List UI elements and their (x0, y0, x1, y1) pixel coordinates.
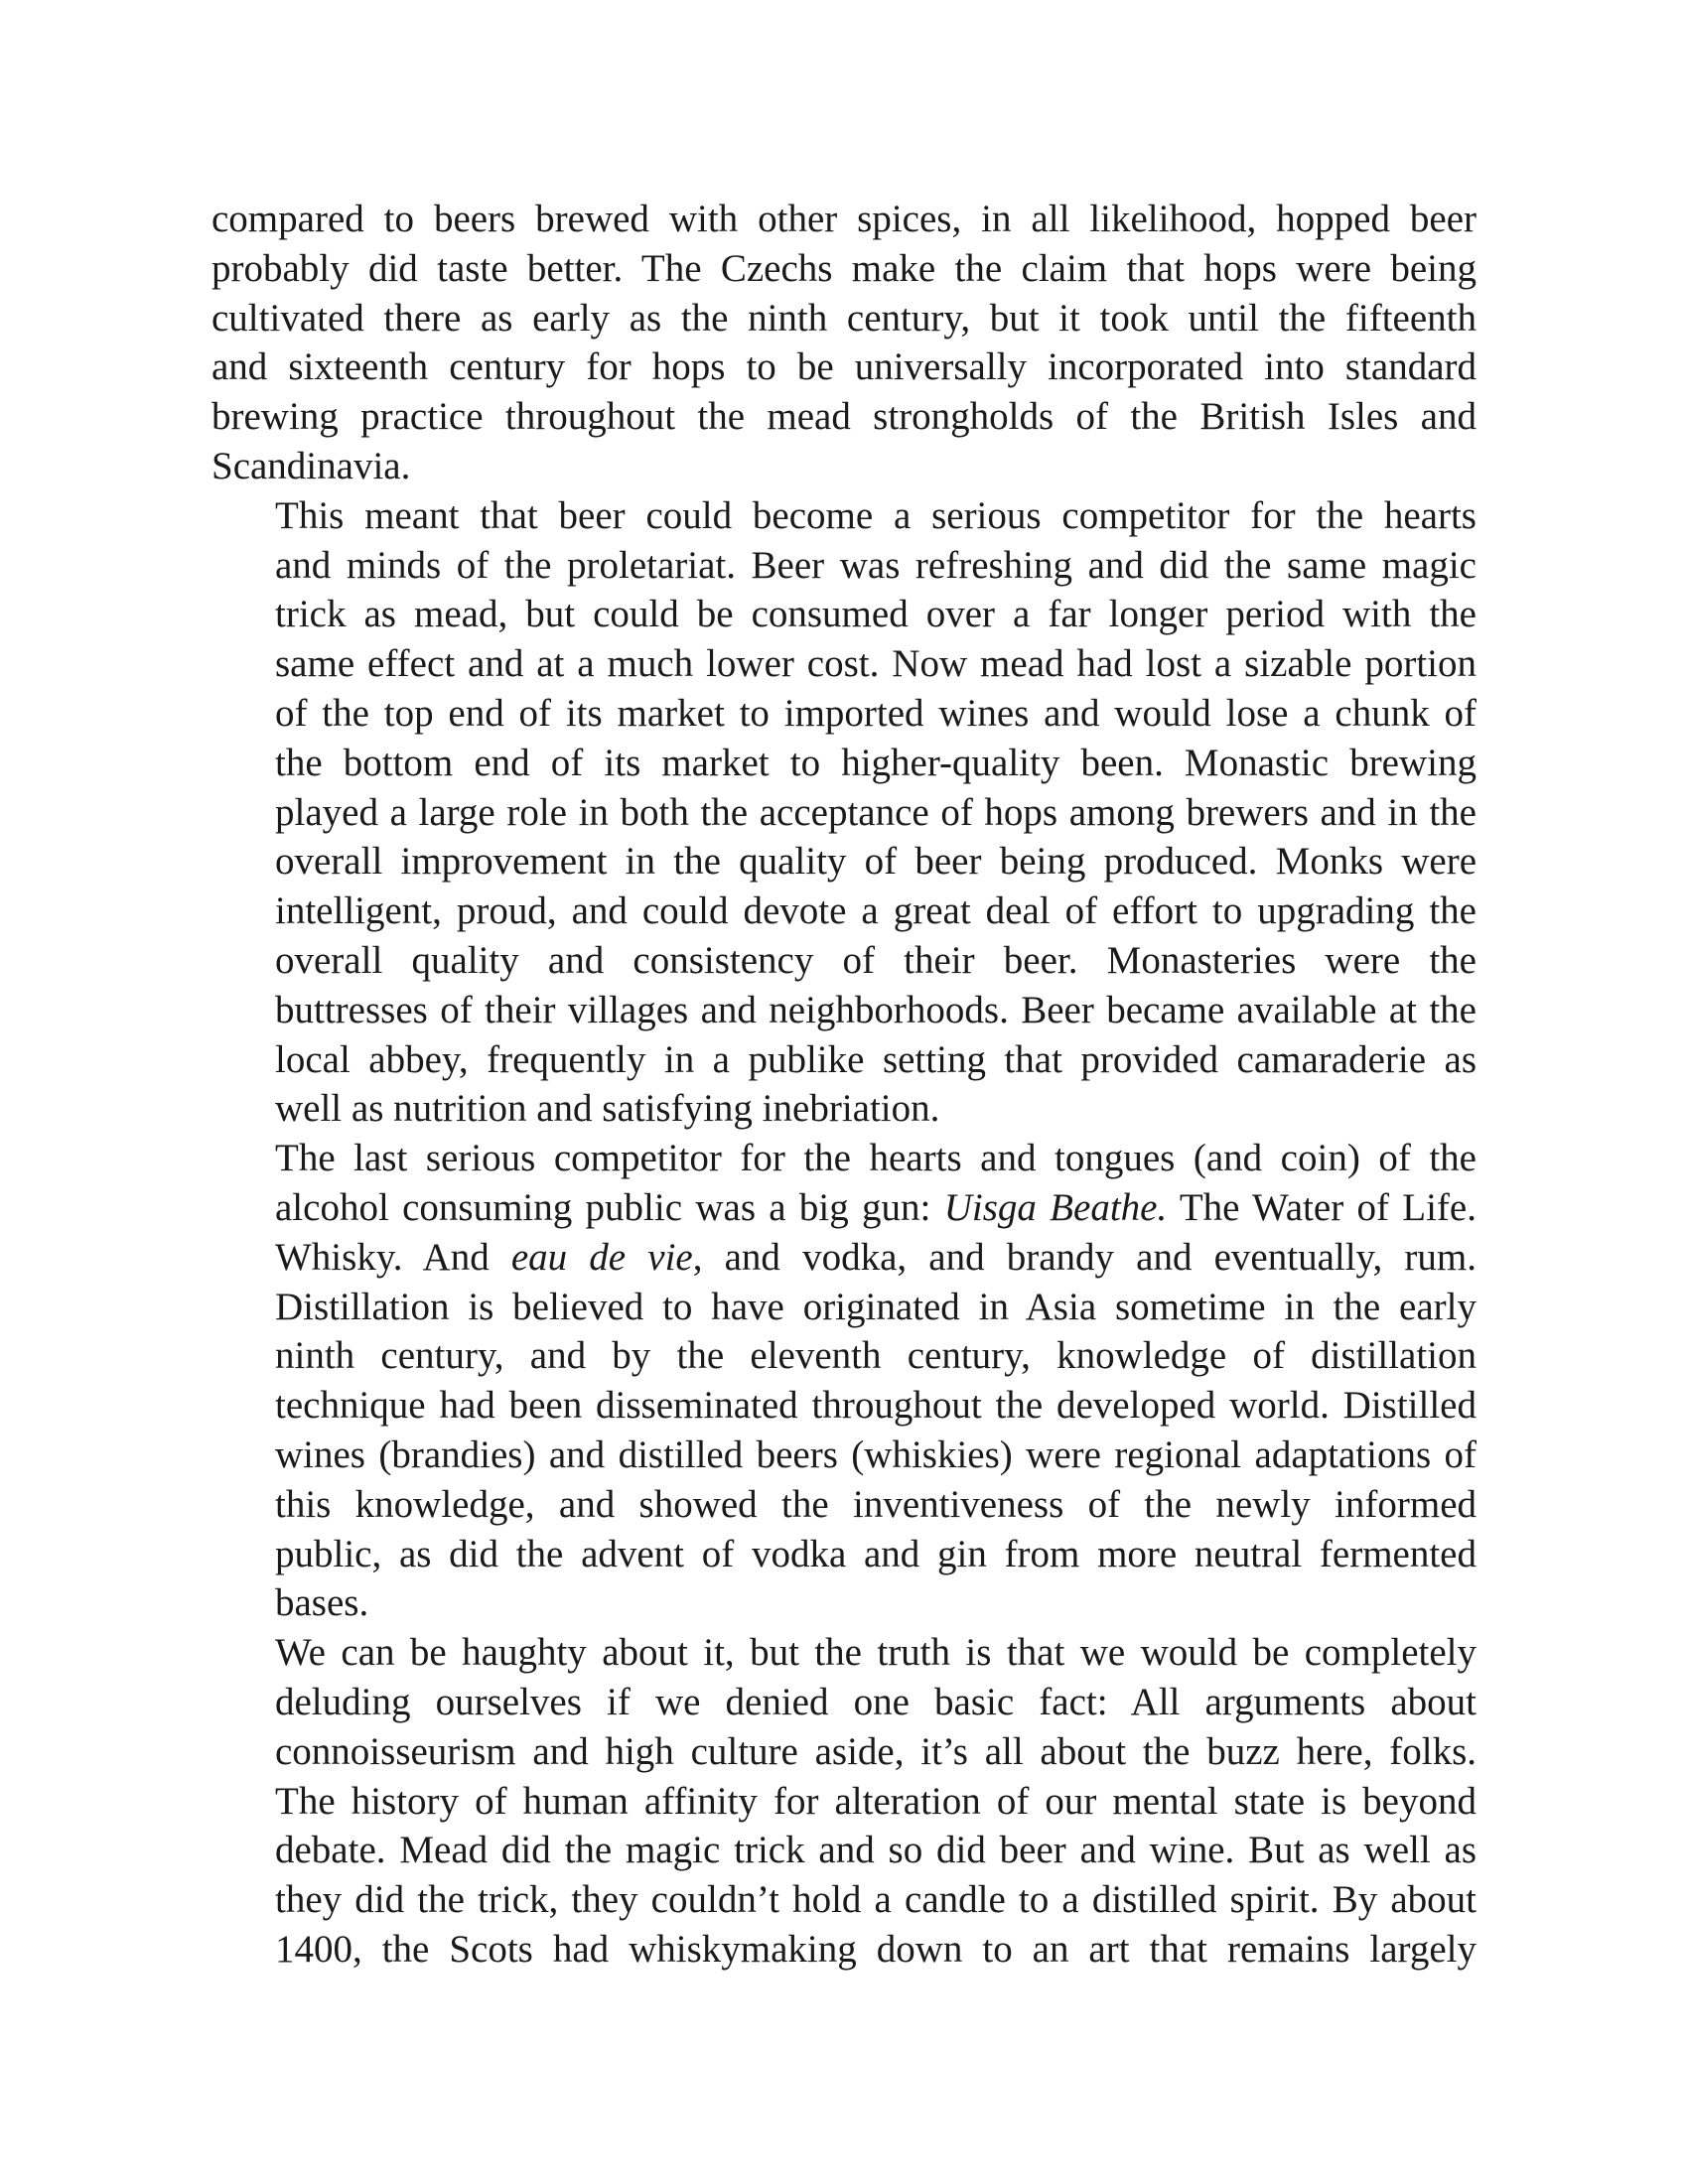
body-text (211, 195, 1477, 1975)
text-line: overall quality and consistency of their beer. Monasteries were the (275, 938, 1477, 982)
text-line: deluding ourselves if we denied one basic fact: All arguments about (275, 1680, 1477, 1723)
text-line: Scandinavia. (211, 444, 411, 487)
text-line: debate. Mead did the magic trick and so did beer and wine. But as well as (275, 1829, 1477, 1872)
text-line: cultivated there as early as the ninth century, but it took until the fifteenth (211, 296, 1477, 340)
text-line: this knowledge, and showed the inventiveness of the newly informed (275, 1482, 1477, 1526)
text-line: of the top end of its market to imported wines and would lose a chunk of (275, 691, 1477, 735)
text-line: overall improvement in the quality of beer being produced. Monks were (275, 840, 1477, 884)
text-line: played a large role in both the acceptance of hops among brewers and in the (275, 790, 1477, 834)
text-line: public, as did the advent of vodka and gin from more neutral fermented (275, 1532, 1477, 1575)
text-line: bases. (275, 1581, 369, 1625)
text-line: compared to beers brewed with other spices, in all likelihood, hopped beer (211, 198, 1477, 240)
text-line: brewing practice throughout the mead strongholds of the British Isles and (211, 395, 1477, 439)
text-line: wines (brandies) and distilled beers (whiskies) were regional adaptations of (275, 1433, 1477, 1476)
text-line: 1400, the Scots had whiskymaking down to an art that remains largely (275, 1927, 1477, 1971)
text-line: technique had been disseminated throughout the developed world. Distilled (275, 1384, 1477, 1428)
text-run: Whisky. And (275, 1235, 511, 1279)
italic-term: eau de vie (510, 1235, 693, 1279)
paragraph-1 (211, 195, 1477, 491)
text-run: , and vodka, and brandy and eventually, rum. (692, 1235, 1477, 1279)
text-run: alcohol consuming public was a big gun: (275, 1185, 944, 1229)
paragraph-3 (211, 1134, 1477, 1628)
text-line: same effect and at a much lower cost. Now mead had lost a sizable portion (275, 642, 1477, 686)
text-line (211, 1233, 1477, 1283)
text-line: the bottom end of its market to higher-quality been. Monastic brewing (275, 741, 1477, 784)
text-line: connoisseurism and high culture aside, it’s all about the buzz here, folks. (275, 1729, 1477, 1773)
italic-term: Uisga Beathe. (943, 1185, 1168, 1229)
text-line: they did the trick, they couldn’t hold a candle to a distilled spirit. By about (275, 1878, 1477, 1922)
text-line (211, 1183, 1477, 1233)
text-line: The last serious competitor for the hearts and tongues (and coin) of the (275, 1137, 1477, 1180)
text-line: and sixteenth century for hops to be universally incorporated into standard (211, 345, 1477, 389)
text-line: buttresses of their villages and neighborhoods. Beer became available at the (275, 988, 1477, 1031)
text-run: The Water of Life. (1167, 1185, 1477, 1229)
text-line: This meant that beer could become a serious competitor for the hearts (275, 493, 1477, 537)
paragraph-4 (211, 1628, 1477, 1975)
text-line: well as nutrition and satisfying inebriation. (275, 1087, 940, 1131)
text-line: ninth century, and by the eleventh century, knowledge of distillation (275, 1334, 1477, 1378)
text-line: The history of human affinity for alteration of our mental state is beyond (275, 1779, 1477, 1823)
text-line: probably did taste better. The Czechs make the claim that hops were being (211, 246, 1477, 290)
text-line: We can be haughty about it, but the truth is that we would be completely (275, 1631, 1477, 1675)
text-line: intelligent, proud, and could devote a great deal of effort to upgrading the (275, 889, 1477, 933)
text-line: Distillation is believed to have originated in Asia sometime in the early (275, 1285, 1477, 1328)
paragraph-2 (211, 491, 1477, 1134)
text-line: and minds of the proletariat. Beer was refreshing and did the same magic (275, 543, 1477, 587)
text-line: local abbey, frequently in a publike setting that provided camaraderie as (275, 1037, 1477, 1081)
text-line: trick as mead, but could be consumed over a far longer period with the (275, 593, 1477, 636)
